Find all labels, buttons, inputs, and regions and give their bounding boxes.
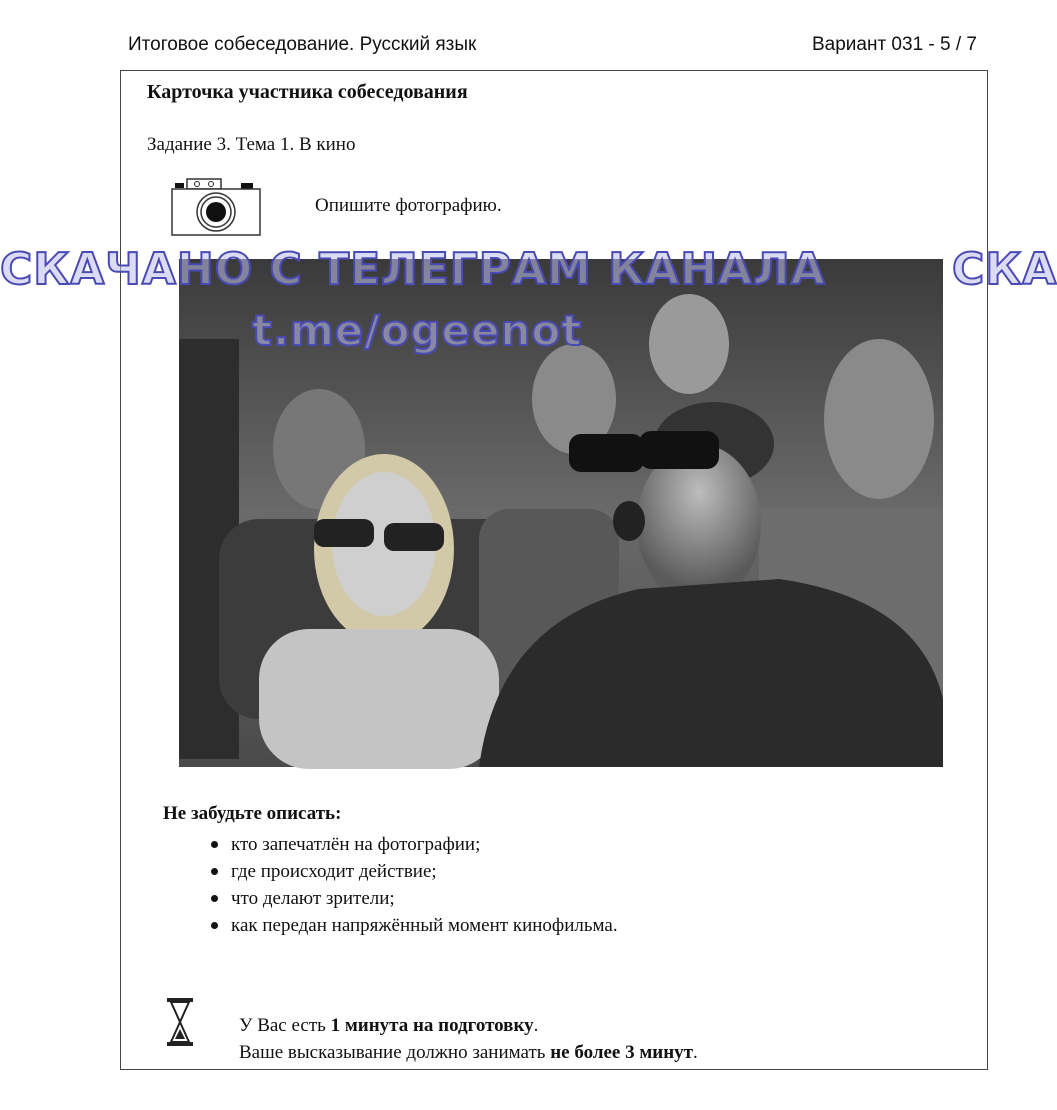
camera-icon <box>171 175 261 237</box>
card-title: Карточка участника собеседования <box>147 81 468 103</box>
prep-time-suffix: . <box>533 1015 539 1036</box>
answer-time-value: не более 3 минут <box>550 1042 694 1063</box>
prep-time-prefix: У Вас есть <box>239 1015 331 1036</box>
answer-time-prefix: Ваше высказывание должно занимать <box>239 1042 551 1063</box>
reminder-item: кто запечатлён на фотографии; <box>209 831 618 858</box>
prep-time-text <box>239 1015 538 1037</box>
reminder-item: что делают зрители; <box>209 885 618 912</box>
watermark-line1: СКАЧАНО С ТЕЛЕГРАМ КАНАЛА <box>0 244 826 295</box>
reminder-item: где происходит действие; <box>209 858 618 885</box>
reminder-title: Не забудьте описать: <box>163 803 342 824</box>
answer-time-text <box>239 1042 698 1064</box>
watermark-line2: t.me/ogeenot <box>252 306 583 355</box>
reminder-item: как передан напряжённый момент кинофильма. <box>209 912 618 939</box>
participant-card <box>120 70 988 1070</box>
task-label: Задание 3. Тема 1. В кино <box>147 134 356 155</box>
variant-label: Вариант 031 - 5 / 7 <box>811 34 977 55</box>
reminder-list <box>209 831 618 939</box>
prep-time-value: 1 минута на подготовку <box>330 1015 534 1036</box>
header-title: Итоговое собеседование. Русский язык <box>128 34 477 55</box>
watermark-right-fragment: СКА <box>952 244 1057 295</box>
instruction-text: Опишите фотографию. <box>315 195 502 216</box>
answer-time-suffix: . <box>693 1042 698 1063</box>
hourglass-icon <box>165 997 195 1047</box>
